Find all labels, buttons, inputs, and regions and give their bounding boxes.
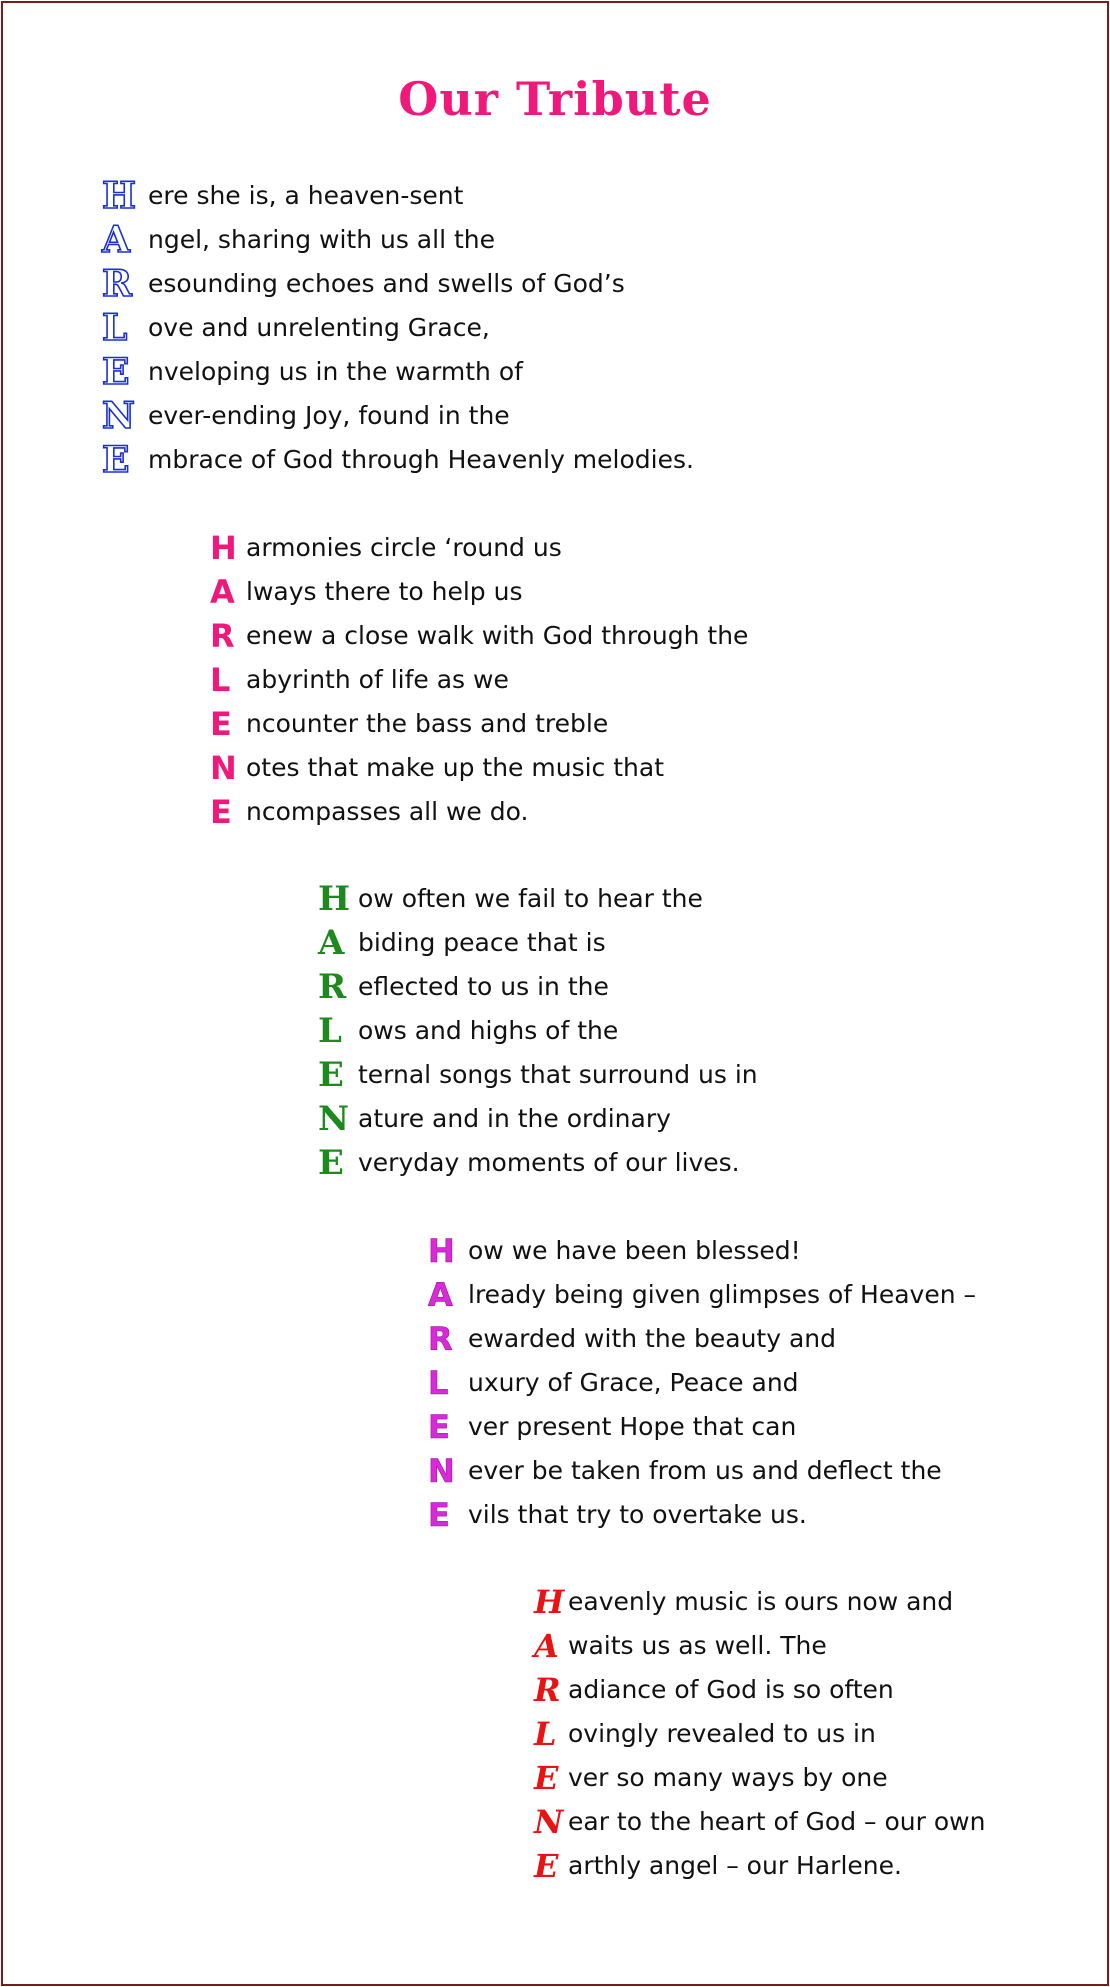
poem-line-text: ows and highs of the	[358, 1016, 619, 1045]
acrostic-capital-letter: H	[210, 529, 237, 567]
acrostic-capital-letter: H	[428, 1232, 455, 1270]
acrostic-capital-letter: E	[428, 1496, 450, 1534]
acrostic-capital-letter: N	[534, 1803, 564, 1841]
poem-line-text: waits us as well. The	[568, 1631, 827, 1660]
poem-line-text: eavenly music is ours now and	[568, 1587, 954, 1616]
poem-line-text: ature and in the ordinary	[358, 1104, 671, 1133]
acrostic-capital-letter: H	[318, 879, 351, 919]
poem-line-text: ncounter the bass and treble	[246, 709, 609, 738]
acrostic-capital-letter: E	[102, 351, 130, 393]
acrostic-capital-letter: E	[210, 793, 232, 831]
poem-line-text: abyrinth of life as we	[246, 665, 509, 694]
acrostic-capital-letter: A	[210, 573, 235, 611]
poem-line	[534, 1756, 985, 1800]
poem-line	[318, 1053, 758, 1097]
poem-line-text: veryday moments of our lives.	[358, 1148, 740, 1177]
poem-line	[210, 570, 748, 614]
poem-line	[534, 1668, 985, 1712]
poem-line-text: biding peace that is	[358, 928, 606, 957]
poem-line	[428, 1361, 976, 1405]
acrostic-capital-letter: H	[102, 175, 137, 217]
acrostic-capital-letter: R	[534, 1671, 561, 1709]
acrostic-capital-letter: L	[102, 307, 128, 349]
poem-line-text: mbrace of God through Heavenly melodies.	[148, 445, 694, 474]
acrostic-capital-letter: E	[102, 439, 130, 481]
poem-line	[318, 1097, 758, 1141]
acrostic-capital-letter: A	[428, 1276, 453, 1314]
poem-line-text: ncompasses all we do.	[246, 797, 529, 826]
poem-line-text: ow we have been blessed!	[468, 1236, 801, 1265]
acrostic-capital-letter: R	[318, 967, 347, 1007]
acrostic-capital-letter: N	[210, 749, 237, 787]
poem-line-text: ove and unrelenting Grace,	[148, 313, 490, 342]
poem-line	[102, 438, 694, 482]
acrostic-capital-letter: R	[428, 1320, 453, 1358]
poem-line	[534, 1624, 985, 1668]
poem-line-text: ever be taken from us and deflect the	[468, 1456, 942, 1485]
poem-line-text: ear to the heart of God – our own	[568, 1807, 986, 1836]
poem-line	[210, 746, 748, 790]
poem-line	[210, 658, 748, 702]
acrostic-capital-letter: E	[210, 705, 232, 743]
poem-line-text: enew a close walk with God through the	[246, 621, 749, 650]
poem-line	[534, 1580, 985, 1624]
poem-line	[210, 702, 748, 746]
poem-line-text: lways there to help us	[246, 577, 523, 606]
poem-line	[428, 1449, 976, 1493]
poem-line	[428, 1405, 976, 1449]
poem-line	[318, 1141, 758, 1185]
poem-line	[210, 614, 748, 658]
acrostic-capital-letter: E	[534, 1759, 559, 1797]
poem-line-text: lready being given glimpses of Heaven –	[468, 1280, 976, 1309]
poem-line-text: ver so many ways by one	[568, 1763, 888, 1792]
acrostic-capital-letter: N	[102, 395, 135, 437]
poem-line	[102, 218, 694, 262]
acrostic-capital-letter: R	[210, 617, 235, 655]
acrostic-capital-letter: A	[102, 219, 130, 261]
acrostic-capital-letter: L	[428, 1364, 449, 1402]
poem-line-text: eflected to us in the	[358, 972, 609, 1001]
poem-line-text: otes that make up the music that	[246, 753, 665, 782]
acrostic-stanza-5	[534, 1580, 985, 1888]
poem-line-text: esounding echoes and swells of God’s	[148, 269, 625, 298]
poem-line	[210, 790, 748, 834]
poem-line-text: ow often we fail to hear the	[358, 884, 703, 913]
poem-line-text: adiance of God is so often	[568, 1675, 894, 1704]
acrostic-stanza-4	[428, 1229, 976, 1537]
poem-line	[102, 174, 694, 218]
acrostic-capital-letter: E	[428, 1408, 450, 1446]
poem-line	[534, 1712, 985, 1756]
poem-line-text: nveloping us in the warmth of	[148, 357, 523, 386]
poem-line	[428, 1229, 976, 1273]
poem-line	[428, 1273, 976, 1317]
poem-line-text: ver present Hope that can	[468, 1412, 797, 1441]
poem-line	[318, 965, 758, 1009]
acrostic-capital-letter: N	[318, 1099, 350, 1139]
acrostic-capital-letter: L	[318, 1011, 342, 1051]
poem-line	[318, 877, 758, 921]
acrostic-capital-letter: L	[534, 1715, 557, 1753]
poem-line	[102, 262, 694, 306]
poem-line-text: ewarded with the beauty and	[468, 1324, 837, 1353]
poem-line-text: ere she is, a heaven-sent	[148, 181, 464, 210]
acrostic-capital-letter: R	[102, 263, 132, 305]
acrostic-capital-letter: H	[534, 1583, 565, 1621]
poem-line	[102, 350, 694, 394]
acrostic-capital-letter: L	[210, 661, 231, 699]
acrostic-capital-letter: A	[318, 923, 345, 963]
acrostic-capital-letter: E	[318, 1143, 344, 1183]
poem-line-text: ternal songs that surround us in	[358, 1060, 758, 1089]
acrostic-capital-letter: N	[428, 1452, 455, 1490]
acrostic-stanza-3	[318, 877, 758, 1185]
poem-line	[428, 1493, 976, 1537]
acrostic-capital-letter: A	[534, 1627, 559, 1665]
poem-line-text: ever-ending Joy, found in the	[148, 401, 510, 430]
poem-line	[210, 526, 748, 570]
poem-line	[102, 306, 694, 350]
poem-line-text: ngel, sharing with us all the	[148, 225, 495, 254]
poem-line	[318, 921, 758, 965]
poem-line	[318, 1009, 758, 1053]
poem-line	[534, 1844, 985, 1888]
poem-line	[102, 394, 694, 438]
poem-line-text: arthly angel – our Harlene.	[568, 1851, 902, 1880]
poem-line-text: uxury of Grace, Peace and	[468, 1368, 799, 1397]
poem-line-text: armonies circle ‘round us	[246, 533, 562, 562]
poem-line-text: ovingly revealed to us in	[568, 1719, 876, 1748]
page-title: Our Tribute	[398, 72, 712, 126]
poem-line	[534, 1800, 985, 1844]
poem-line	[428, 1317, 976, 1361]
acrostic-stanza-2	[210, 526, 748, 834]
acrostic-capital-letter: E	[318, 1055, 344, 1095]
acrostic-capital-letter: E	[534, 1847, 559, 1885]
poem-line-text: vils that try to overtake us.	[468, 1500, 807, 1529]
acrostic-stanza-1	[102, 174, 694, 482]
